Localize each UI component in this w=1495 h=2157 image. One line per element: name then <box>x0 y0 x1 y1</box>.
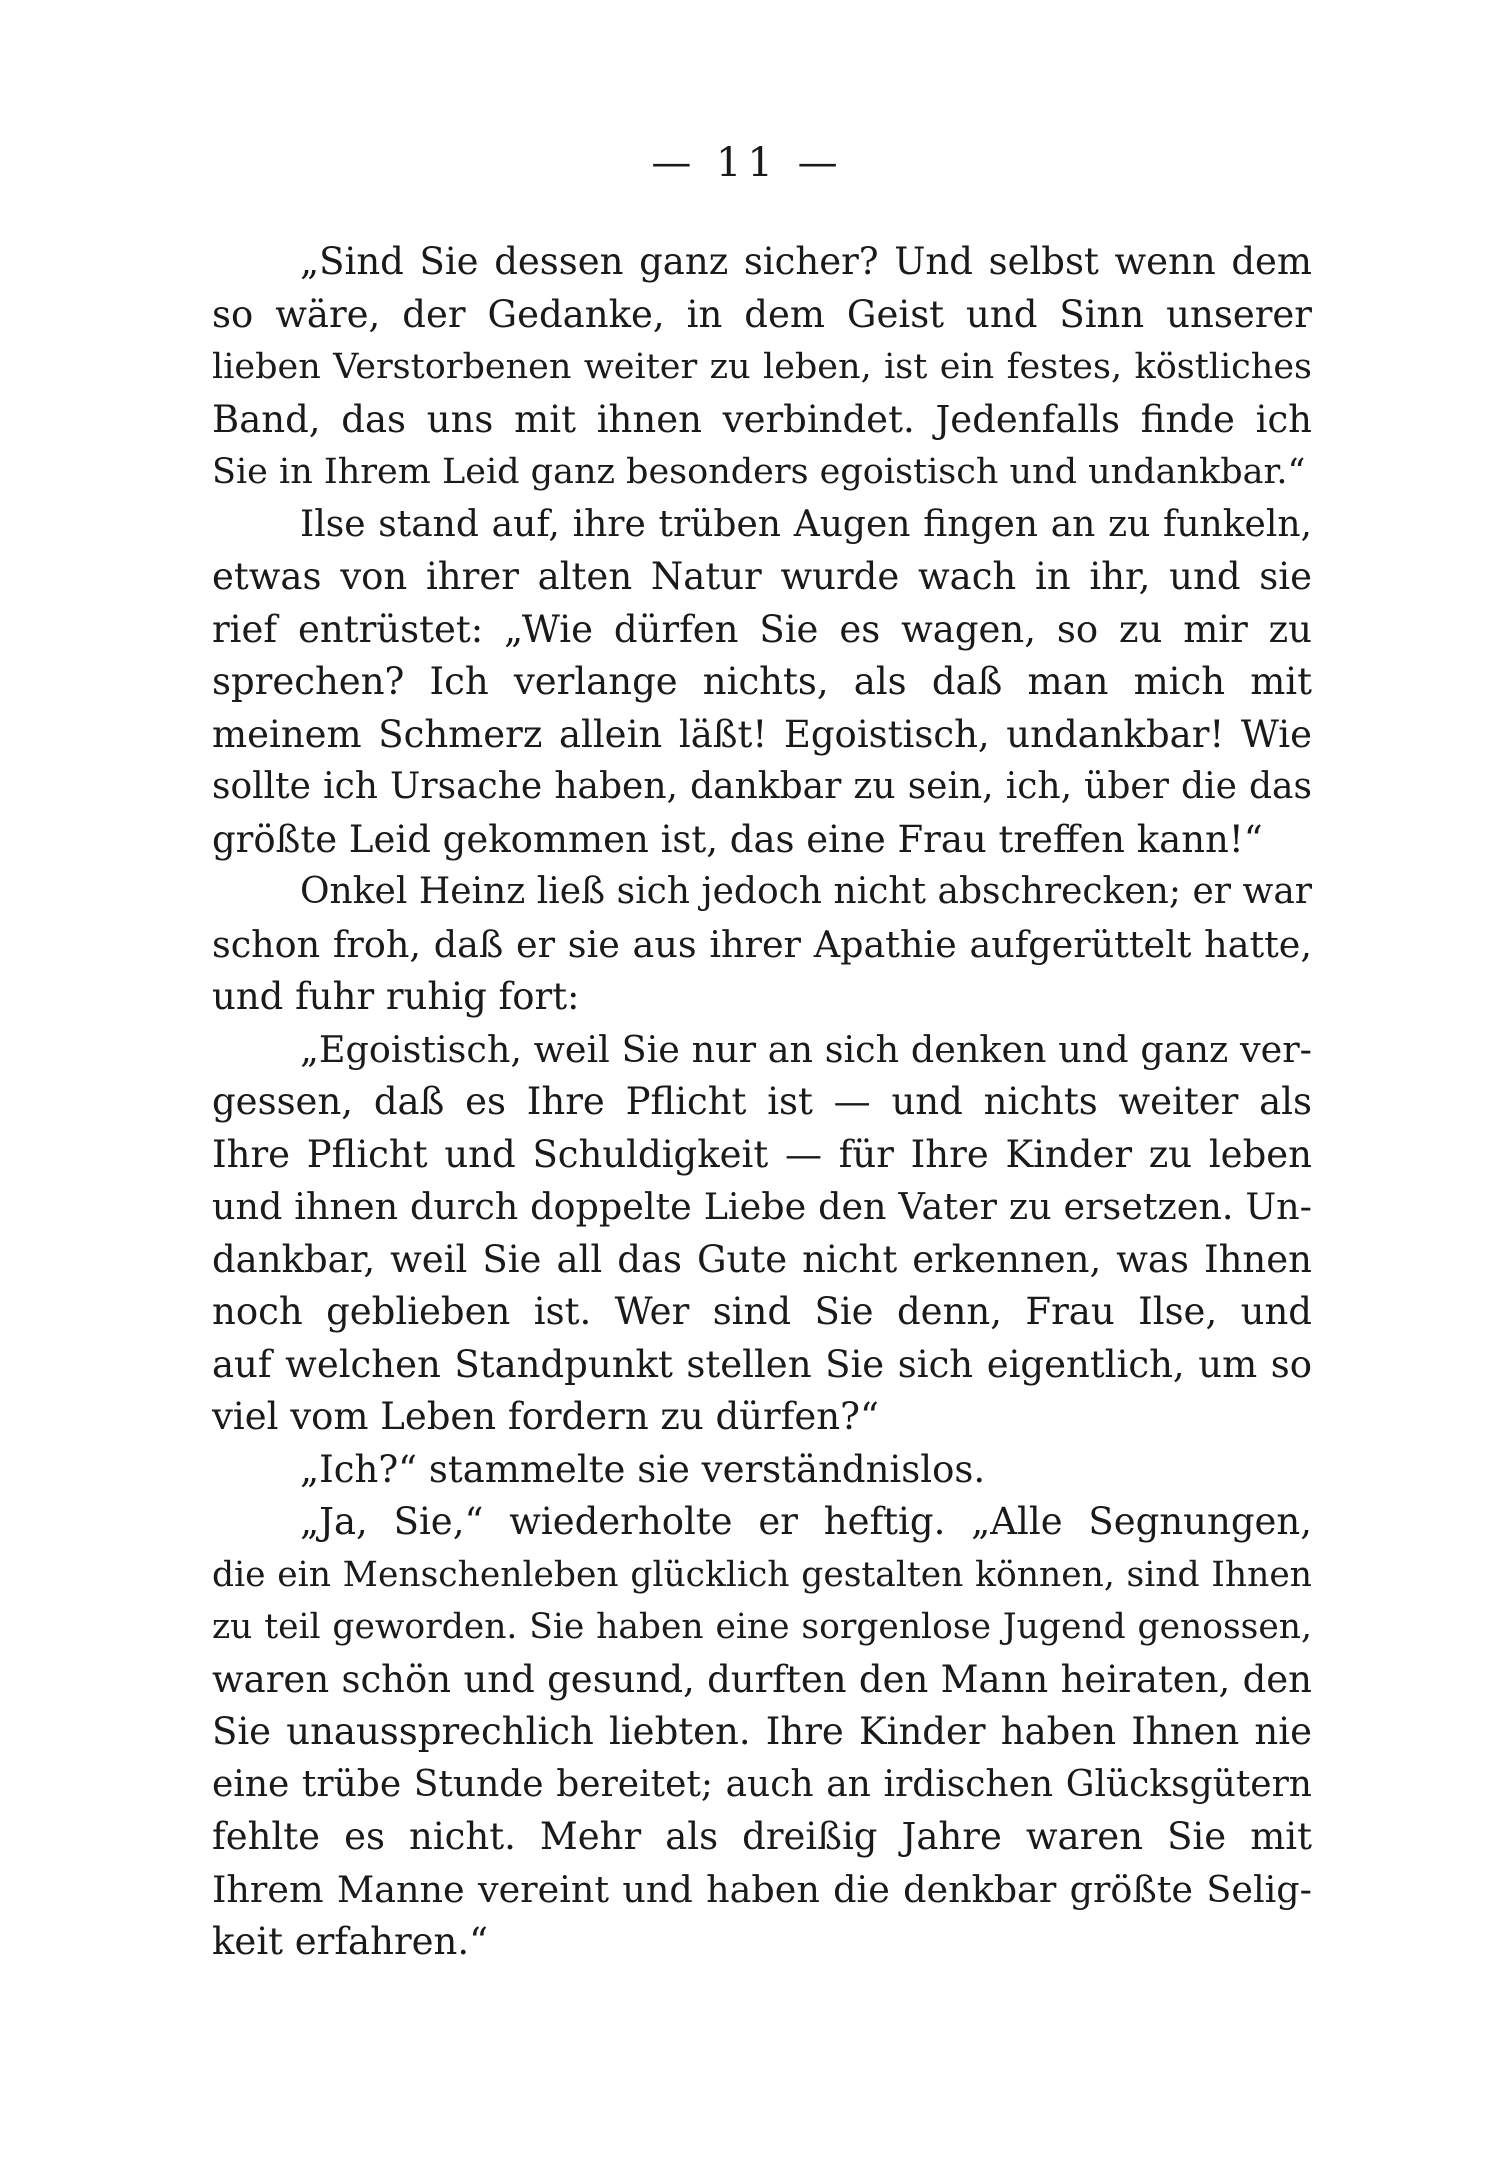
text-line: sollte ich Ursache haben, dankbar zu sein, ich, über die das <box>212 766 1312 807</box>
text-line: eine trübe Stunde bereitet; auch an irdischen Glücksgütern <box>212 1763 1312 1805</box>
body-text <box>212 236 1312 1969</box>
text-line: meinem Schmerz allein läßt! Egoistisch, undankbar! Wie <box>212 712 1312 756</box>
text-line: Band, das uns mit ihnen verbindet. Jedenfalls finde ich <box>212 397 1312 441</box>
text-line: „Ich?“ stammelte sie verständnislos. <box>300 1447 986 1491</box>
page-number: — 11 — <box>651 140 844 186</box>
text-line: gessen, daß es Ihre Pflicht ist — und nichts weiter als <box>212 1080 1312 1123</box>
text-line: Sie unaussprechlich liebten. Ihre Kinder haben Ihnen nie <box>212 1710 1312 1753</box>
text-line: rief entrüstet: „Wie dürfen Sie es wagen, so zu mir zu <box>212 607 1312 651</box>
text-line: Onkel Heinz ließ sich jedoch nicht abschrecken; er war <box>300 871 1312 912</box>
text-line: auf welchen Standpunkt stellen Sie sich eigentlich, um so <box>212 1342 1312 1386</box>
text-line: Ilse stand auf, ihre trüben Augen fingen an zu funkeln, <box>300 503 1312 545</box>
text-line: noch geblieben ist. Wer sind Sie denn, Frau Ilse, und <box>212 1290 1312 1333</box>
text-line: lieben Verstorbenen weiter zu leben, ist ein festes, köstliches <box>212 347 1312 387</box>
text-line: waren schön und gesund, durften den Mann heiraten, den <box>212 1657 1312 1701</box>
text-line: viel vom Leben fordern zu dürfen?“ <box>212 1395 879 1438</box>
text-line: Sie in Ihrem Leid ganz besonders egoistisch und undankbar.“ <box>212 452 1306 492</box>
text-line: so wäre, der Gedanke, in dem Geist und Sinn unserer <box>212 292 1312 336</box>
text-line: die ein Menschenleben glücklich gestalten können, sind Ihnen <box>212 1554 1312 1595</box>
text-line: fehlte es nicht. Mehr als dreißig Jahre waren Sie mit <box>212 1815 1312 1858</box>
text-line: keit erfahren.“ <box>212 1920 489 1963</box>
text-line: größte Leid gekommen ist, das eine Frau treffen kann!“ <box>212 817 1263 861</box>
text-line: zu teil geworden. Sie haben eine sorgenlose Jugend genossen, <box>212 1607 1312 1647</box>
text-line: schon froh, daß er sie aus ihrer Apathie aufgerüttelt hatte, <box>212 922 1312 966</box>
text-line: „Egoistisch, weil Sie nur an sich denken und ganz ver- <box>300 1027 1312 1071</box>
text-line: „Ja, Sie,“ wiederholte er heftig. „Alle Segnungen, <box>300 1500 1312 1543</box>
text-line: Ihrem Manne vereint und haben die denkbar größte Selig- <box>212 1867 1312 1911</box>
text-line: und ihnen durch doppelte Liebe den Vater zu ersetzen. Un- <box>212 1185 1312 1228</box>
text-line: „Sind Sie dessen ganz sicher? Und selbst wenn dem <box>300 240 1312 283</box>
text-line: sprechen? Ich verlange nichts, als daß man mich mit <box>212 660 1312 703</box>
text-line: etwas von ihrer alten Natur wurde wach in ihr, und sie <box>212 555 1312 598</box>
text-line: Ihre Pflicht und Schuldigkeit — für Ihre Kinder zu leben <box>212 1132 1312 1176</box>
text-line: dankbar, weil Sie all das Gute nicht erkennen, was Ihnen <box>212 1237 1312 1281</box>
text-line: und fuhr ruhig fort: <box>212 975 580 1018</box>
